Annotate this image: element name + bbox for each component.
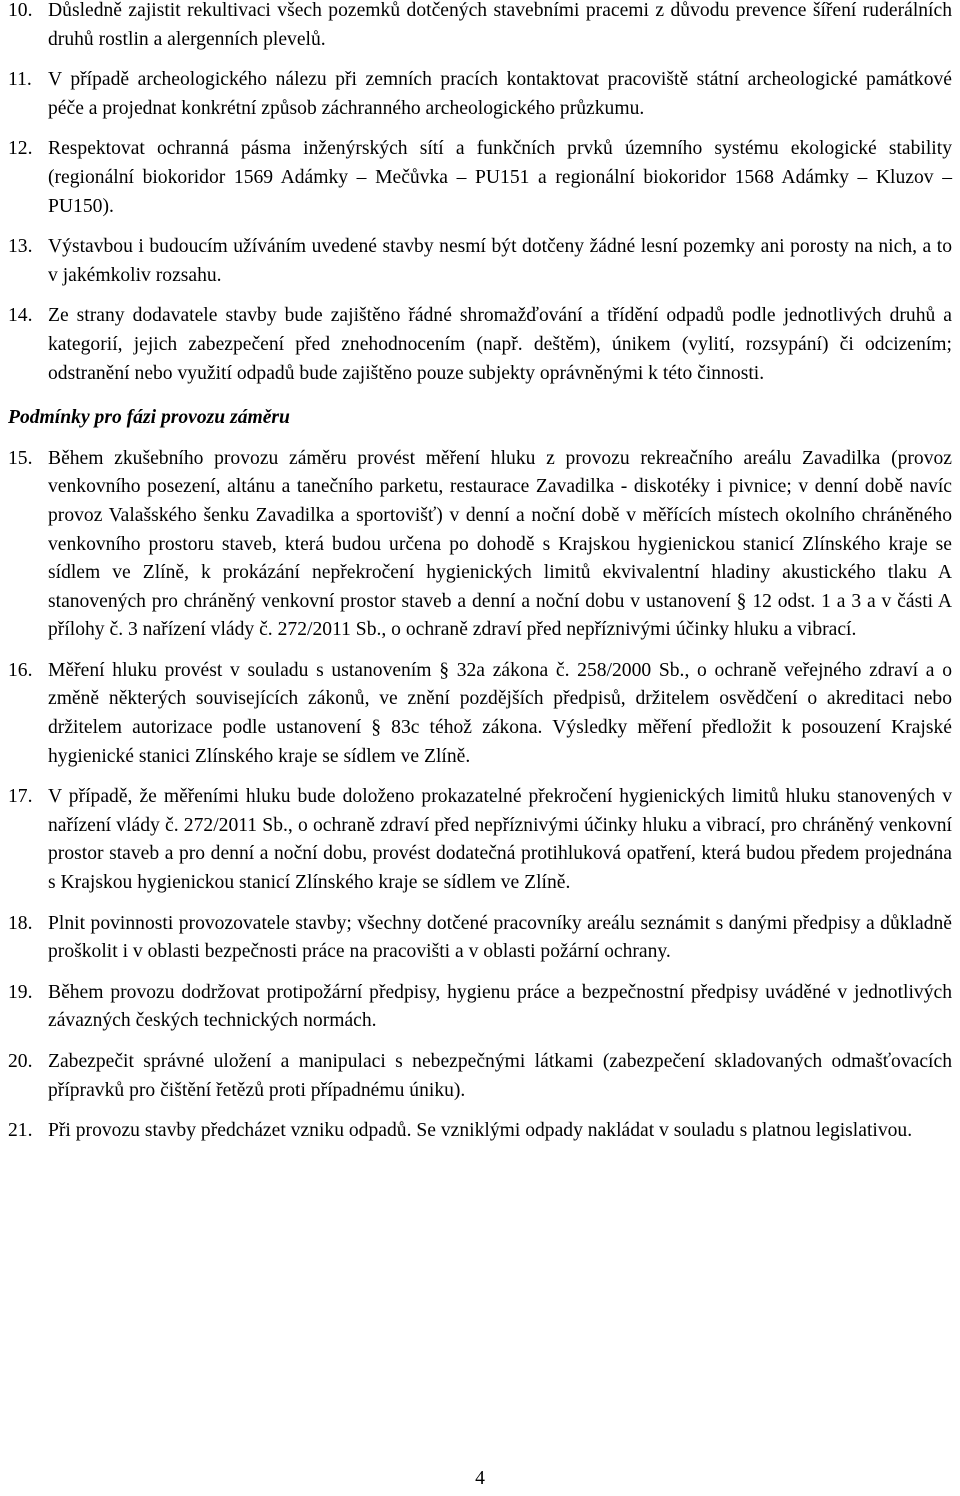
page-number: 4: [475, 1468, 485, 1489]
item-text: Při provozu stavby předcházet vzniku odpadů. Se vzniklými odpady nakládat v souladu s platnou legislativou.: [48, 1120, 913, 1142]
item-number: 12.: [8, 138, 33, 160]
list-item: [8, 135, 952, 221]
item-number: 14.: [8, 305, 33, 327]
item-number: 10.: [8, 0, 33, 21]
item-number: 16.: [8, 659, 33, 681]
list-item: [8, 0, 952, 54]
item-text: Během provozu dodržovat protipožární předpisy, hygienu práce a bezpečnostní předpisy uváděné v jednotlivých závazných českých technických normách.: [48, 981, 952, 1032]
item-number: 19.: [8, 981, 33, 1003]
item-text: Během zkušebního provozu záměru provést měření hluku z provozu rekreačního areálu Zavadilka (provoz venkovního posezení, altánu a tanečního parketu, restaurace Zavadilka - diskotéky i pivnice; v denní době navíc provoz Valašského šenku Zavadilka a sportovišť) v denní a noční době v měřících místech okolního chráněného venkovního prostoru staveb, která budou určena po dohodě s Krajskou hygienickou stanicí Zlínského kraje se sídlem ve Zlíně, k prokázání nepřekročení hygienických limitů ekvivalentní hladiny akustického tlaku A stanovených pro chráněný venkovní prostor staveb a denní a noční dobu v ustanovení § 12 odst. 1 a 3 a v části A přílohy č. 3 nařízení vlády č. 272/2011 Sb., o ochraně zdraví před nepříznivými účinky hluku a vibrací.: [48, 447, 952, 641]
item-number: 15.: [8, 447, 33, 469]
item-number: 13.: [8, 236, 33, 258]
list-item: [8, 910, 952, 967]
section-heading: Podmínky pro fázi provozu záměru: [8, 407, 290, 429]
item-number: 20.: [8, 1051, 33, 1072]
item-text: Výstavbou i budoucím užíváním uvedené stavby nesmí být dotčeny žádné lesní pozemky ani porosty na nich, a to v jakémkoliv rozsahu.: [48, 236, 952, 286]
item-text: Plnit povinnosti provozovatele stavby; všechny dotčené pracovníky areálu seznámit s danými předpisy a důkladně proškolit i v oblasti bezpečnosti práce na pracovišti a v oblasti požární ochrany.: [48, 912, 952, 963]
list-item: [8, 1117, 952, 1146]
item-text: Zabezpečit správné uložení a manipulaci s nebezpečnými látkami (zabezpečení skladovaných odmašťovacích přípravků pro čištění řetězů proti případnému úniku).: [48, 1051, 952, 1101]
list-item: [8, 1048, 952, 1105]
item-text: V případě, že měřeními hluku bude doloženo prokazatelné překročení hygienických limitů hluku stanovených v nařízení vlády č. 272/2011 Sb., o ochraně zdraví před nepříznivými účinky hluku a vibrací, pro chráněný venkovní prostor staveb a pro denní a noční dobu, provést dodatečná protihluková opatření, která budou předem projednána s Krajskou hygienickou stanicí Zlínského kraje se sídlem ve Zlíně.: [48, 786, 952, 894]
list-item: [8, 657, 952, 771]
list-item: [8, 66, 952, 123]
list-item: [8, 979, 952, 1036]
item-text: Ze strany dodavatele stavby bude zajištěno řádné shromažďování a třídění odpadů podle jednotlivých druhů a kategorií, jejich zabezpečení před znehodnocením (např. deštěm), únikem (vylití, rozsypání) či odcizením; odstranění nebo využití odpadů bude zajištěno pouze subjekty oprávněnými k této činnosti.: [48, 305, 952, 384]
item-text: Respektovat ochranná pásma inženýrských sítí a funkčních prvků územního systému ekologické stability (regionální biokoridor 1569 Adámky – Mečůvka – PU151 a regionální biokoridor 1568 Adámky – Kluzov – PU150).: [48, 138, 952, 217]
item-number: 18.: [8, 912, 33, 934]
item-number: 11.: [8, 69, 32, 91]
item-number: 21.: [8, 1120, 33, 1142]
list-item: [8, 233, 952, 290]
list-item: [8, 445, 952, 645]
item-text: Měření hluku provést v souladu s ustanovením § 32a zákona č. 258/2000 Sb., o ochraně veřejného zdraví a o změně některých souvisejících zákonů, ve znění pozdějších předpisů, držitelem osvědčení o akreditaci nebo držitelem autorizace podle ustanovení § 83c téhož zákona. Výsledky měření předložit k posouzení Krajské hygienické stanici Zlínského kraje se sídlem ve Zlíně.: [48, 659, 952, 767]
list-item: [8, 783, 952, 897]
item-number: 17.: [8, 786, 33, 808]
item-text: Důsledně zajistit rekultivaci všech pozemků dotčených stavebními pracemi z důvodu prevence šíření ruderálních druhů rostlin a alergenních plevelů.: [48, 0, 952, 50]
list-item: [8, 302, 952, 388]
item-text: V případě archeologického nálezu při zemních pracích kontaktovat pracoviště státní archeologické památkové péče a projednat konkrétní způsob záchranného archeologického průzkumu.: [48, 69, 952, 119]
